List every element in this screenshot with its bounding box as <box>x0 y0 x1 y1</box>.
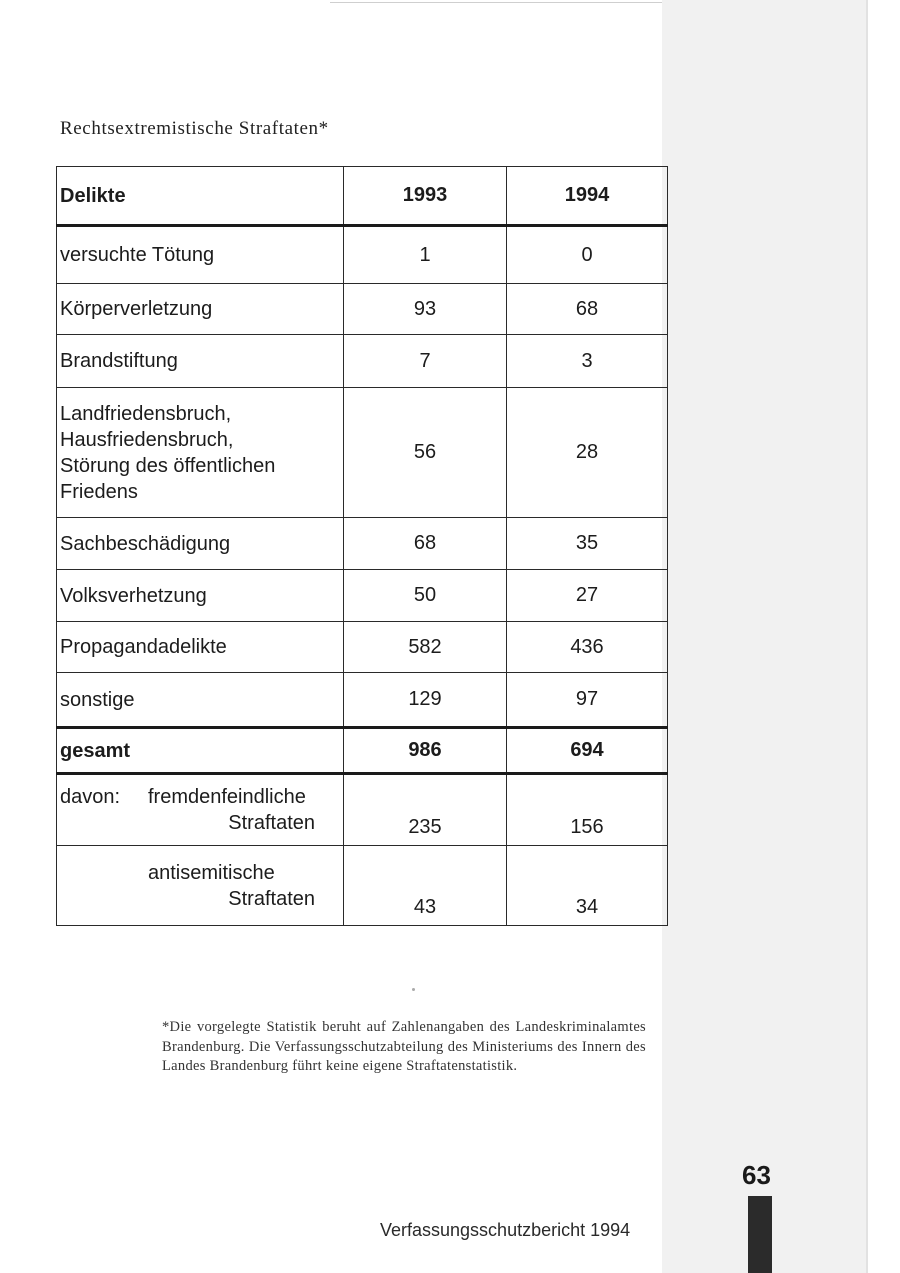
row-label: sonstige <box>57 673 344 728</box>
total-1994: 694 <box>507 728 668 774</box>
value-1993: 50 <box>344 570 507 622</box>
table-subrow <box>57 846 668 926</box>
subrow-prefix: davon: <box>60 786 121 808</box>
page-number: 63 <box>742 1160 771 1190</box>
value-1994: 97 <box>507 673 668 728</box>
value-1994: 68 <box>507 284 668 335</box>
value-1994: 28 <box>507 388 668 518</box>
table-row <box>57 673 668 728</box>
row-label: Brandstiftung <box>57 335 344 388</box>
row-label: Volksverhetzung <box>57 570 344 622</box>
header-delikte: Delikte <box>57 167 344 226</box>
offense-statistics-table <box>56 166 668 926</box>
table-row <box>57 226 668 284</box>
subrow-label <box>57 846 344 926</box>
table-row <box>57 284 668 335</box>
subrow-line1: fremdenfeindliche <box>148 786 306 808</box>
table-row <box>57 335 668 388</box>
row-label-line: Hausfriedensbruch, <box>60 428 234 451</box>
table-subrow <box>57 774 668 846</box>
value-1994: 35 <box>507 518 668 570</box>
side-margin-strip <box>662 0 868 1273</box>
table-row <box>57 388 668 518</box>
value-1994: 156 <box>507 774 668 846</box>
table-row <box>57 518 668 570</box>
subrow-line2: Straftaten <box>228 887 315 910</box>
value-1993: 68 <box>344 518 507 570</box>
value-1993: 7 <box>344 335 507 388</box>
value-1994: 34 <box>507 846 668 926</box>
value-1994: 27 <box>507 570 668 622</box>
value-1993: 235 <box>344 774 507 846</box>
value-1993: 93 <box>344 284 507 335</box>
table-header-row <box>57 167 668 226</box>
value-1993: 43 <box>344 846 507 926</box>
total-1993: 986 <box>344 728 507 774</box>
row-label-line: Störung des öffentlichen <box>60 454 276 477</box>
table-row <box>57 622 668 673</box>
scan-speck <box>412 988 415 991</box>
value-1993: 56 <box>344 388 507 518</box>
header-year-1994: 1994 <box>507 167 668 226</box>
row-label <box>57 388 344 518</box>
row-label: Propagandadelikte <box>57 622 344 673</box>
value-1994: 436 <box>507 622 668 673</box>
subrow-line2: Straftaten <box>228 812 315 834</box>
value-1993: 582 <box>344 622 507 673</box>
value-1994: 0 <box>507 226 668 284</box>
footnote: *Die vorgelegte Statistik beruht auf Zahlenangaben des Landeskriminalamtes Brandenburg. Die Verfassungsschutzabteilung des Ministeriums des Innern des Landes Brandenburg führt keine eigene Straftatenstatistik. <box>162 1019 646 1075</box>
row-label-line: Friedens <box>60 480 138 503</box>
table-row <box>57 570 668 622</box>
right-page-margin <box>868 0 900 1273</box>
header-year-1993: 1993 <box>344 167 507 226</box>
value-1993: 1 <box>344 226 507 284</box>
total-row <box>57 728 668 774</box>
row-label: versuchte Tötung <box>57 226 344 284</box>
value-1993: 129 <box>344 673 507 728</box>
row-label: Sachbeschädigung <box>57 518 344 570</box>
section-title: Rechtsextremistische Straftaten* <box>60 118 329 139</box>
row-label: Körperverletzung <box>57 284 344 335</box>
subrow-line1: antisemitische <box>148 861 275 884</box>
subrow-label <box>57 774 344 846</box>
footer-title: Verfassungsschutzbericht 1994 <box>380 1220 631 1240</box>
row-label-line: Landfriedensbruch, <box>60 402 232 425</box>
value-1994: 3 <box>507 335 668 388</box>
total-label: gesamt <box>57 728 344 774</box>
page-number-bar <box>748 1196 772 1273</box>
